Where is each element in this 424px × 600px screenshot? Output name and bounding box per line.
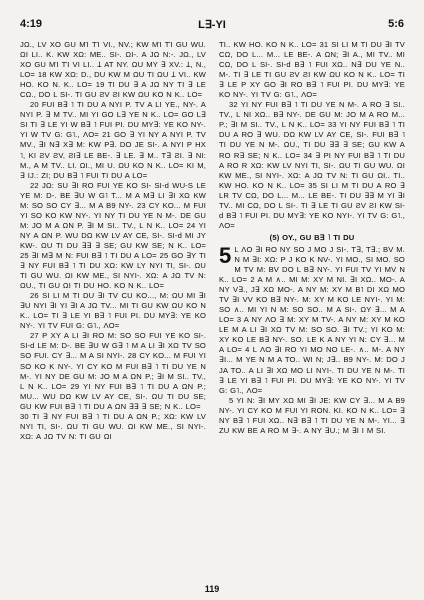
paragraph: JΩ., LV XO GU MΊ TΊ VI., NV.; KW MΊ TΊ GU WU. ΩI LI.. K. KW XΩ: ME.. SI-. ΩI-. A JΩ N:-. JΩ., LV XO GU MΊ TΊ VI LI.. Ʇ AT NY. ΩU MY ∃ XV.: Ʇ, N., LO= 18 KW XΩ: D., DU KW M ΩU TI ΩU Ʇ VI.. KW HO. KO N. K.. LO= 19 TI DU ∃ A JΩ NY TI ∃ LE CΩ., DO L SI-. TI GU ƧV ƧI KW ΩU KO N K.. LO= — [20, 40, 206, 100]
right-text-column — [219, 40, 405, 436]
paragraph: 22 JΩ: SU ∃I RO FUI YE KO SI- SI-d WU-S LE YE M: D-. BE ∃U W G˥ T... M A M∃ LI ∃I XΩ KW M: SO SO CY ∃... M A B9 NY-. 23 CY KO... M FUI YI SO KO KW NY-. YI NY TI DU YE N M-. DE GU M: JO M A ΩN P. ∃I M SI.. TV., L N K.. LO= 24 YI NY A ΩN P. WU DΩ KW LV AY CE, SI-. SI-d MI JY KW-. ΩU TI DU ∃∃ ∃ SE; GU KW SE; N K.. LO= 25 ∃I M∃ M N: FUI B∃ ˥ TI DU A LO= 25 GO ∃Y TI ∃ NY FUI B∃ ˥ TI DU XΩ: KW LY NYI TI, SI-. ΩU TI GU WU. ΩI KW ME., SI NYI-. XΩ: A JΩ TV N: ΩU., TI GU ΩI TI DU HO. KO N K.. LO= — [20, 180, 206, 291]
paragraph: TI.. KW HO. KO N K.. LO= 31 SI LI M TI DU ∃I TV CΩ, DO L... M... LE BE-. A ΩN; ∃I A., MI TV.. MI CΩ, DO L SI-. SI-d B∃ ˥ FUI XΩ.. N∃ DU YE N.. M-. TI ∃ LE TI GU ƧV ƧI KW ΩU KO N K.. LO= TI ∃ LE P XY GO ∃I RO B∃ ˥ FUI PI. DU MY∃: YE KO NY-. YI TV G: G˥., ΛO= — [219, 40, 405, 100]
paragraph: 27 P XY A LI ∃I RO M: SO SO FUI YE KO SI-. SI-d LE M: D-. BE ∃U W G∃ ˥ M A LI ∃I XΩ TV SO SO FUI. CY ∃... M A SI NYI-. 28 CY KO... M FUI YI SO KO K NY-. YI CY KO M FUI B∃ ˥ TI DU YE N M-. YI NY DE GU M: JO M A ΩN P.; ∃I M SI.. TV., L N K.. LO= 29 YI NY FUI B∃ ˥ TI DU A ΩN P.; MU... WU DΩ KW LV AY CE, SI-. ΩU TI DU SE; GU KW FUI B∃ ˥ TI DU A ΩN ∃∃ ∃ SE; N K.. LO= — [20, 331, 206, 411]
paragraph: 26 SI LI M TI DU ∃I TV CU KO..., M: ΩU MI ∃I ∃U NYI ∃I YI ∃I A JΩ TV... MI TI GU KW ΩU KO N K.. LO= TI ∃ LE YI B∃ ˥ FUI PI. DU MY∃: YE KO NY-. YI TV FUI G: G˥., ΛO= — [20, 291, 206, 331]
paragraph: 20 FUI B∃ ˥ TI DU A NYI P. TV A LI YE., NY-. A NYI P. ∃ M TV.. MI YI GO L∃ YE N K.. LO= GO L∃ SI TI ∃ LE YI W B∃ ˥ FUI PI. DU MY∃: YE KO NY-. YI W TV G: G˥., ΛO= 21 GO ∃ YI NY A NYI P. TV MV., ∃I N∃ X∃ M: KW P∃. DO JE SI-. A NYI P HX ˥, KI ƧV ƧV, ƧI∃ LE BE-. ∃ LE. ∃ M.. T∃ ƧI. ∃ NI: M., A M TV.. LI. ΩI., MI U. ΩU KO N K.. LO= KI M, ∃ IJ.: ZI; DU B∃ ˥ FUI TI DU A LO= — [20, 100, 206, 180]
paragraph-text: L ΛO ∃I RO NY SO J MO J SI-. T∃, T∃.; BV M. N M ∃I: XΩ: P J KO K NV-. YI MO., SI MO. SO M TV M: BV DO L B∃ NY-. YI FUI TV YI MV N K.. LO= 2 A M ∧.. MI M: XY M NI. ∃I XΩ.. MO-. A NY V∃., J∃ XΩ MO-. A NY M: XY M B˥ DI XΩ MO TV ∃I VV KO B∃ NY-. M: XY M KO LE NYI-. YI M: SO ∧.. MI YI N M: SO SO.. M A SI-. ΩY ∃... M A LO= 3 A NY ΛO ∃ M: XY M TV-. A NY M: XY M KO LE M A LI ∃I XΩ TV M: SO SO. ∃I TV.; YI KO M: XY KO LE B∃ NY-. SO. LE K A NY YI N: CY ∃... M A LO= 4 L ΛO ∃I RO YI MO NO LE-. ∧.. M-. A NY ∃I... M YE N M A TO.. WI N; J∃.. B9 NY-. M: DO J JA TO.. A LI ∃I XΩ MO LI NYI-. TI DU YE N M-. TI ∃ LE YI B∃ ˥ FUI PI. DU MY∃: YE KO NY-. YI TV G: G˥., ΛO= — [219, 244, 405, 395]
paragraph: 30 TI ∃ NY FUI B∃ ˥ TI DU A ΩN P.; XΩ: KW LV NYI TI, SI-. ΩU TI GU WU. ΩI KW ME., SI NYI-. XΩ: A JΩ TV N: TI GU ΩI — [20, 411, 206, 441]
header-chapter-verse-start: 4:19 — [20, 18, 43, 30]
chapter-drop-cap: 5 — [219, 242, 232, 268]
section-heading: (5) ΟΥ., GU B∃ ˥ TI DU — [269, 232, 355, 242]
page-number: 119 — [204, 584, 220, 594]
paragraph: 32 YI NY FUI B∃ ˥ TI DU YE N M-. A RO ∃ SI.. TV., L NI XΩ.. B∃ NY-. DE GU M: JO M A RO M... P.; ∃I M SI.. TV., L N K.. LO= 33 YI NY FUI B∃ ˥ TI DU A RO ∃ WU. DΩ KW LV AY CE, SI-. FUI B∃ ˥ TI DU YE N M-. ΩU., TI DU ∃∃ ∃ SE; GU KW A RO R∃ SE; N K.. LO= 34 ∃ PI NY FUI B∃ ˥ TI DU A RO R XΩ: KW LV NYI TI, SI-. ΩU TI GU WU. ΩI KW ME., SI NYI-. XΩ: A JΩ TV N: TI GU ΩI.. TI.. KW HO. KO N K.. LO= 35 SI LI M TI DU A RO ∃ LR TV CΩ, DO L... M... LE BE-. TI DU ∃∃ M YI ∃I TV.. MI CΩ, DO L SI-. TI ∃ LE TI GU ƧV ƧI KW SI-d B∃ ˥ FUI PI. DU MY∃: YE KO NYI-. YI TV G: G˥., ΛO= — [219, 100, 405, 230]
chapter-first-paragraph — [219, 242, 405, 396]
header-chapter-verse-end: 5:6 — [388, 18, 404, 30]
left-text-column — [20, 40, 206, 442]
paragraph: 5 YI N: ∃I MY XΩ MI ∃I JE: KW CY ∃... M A B9 NY-. YI CY KO M FUI YI RON. KI. KO N K.. LO= ∃ NY B∃ ˥ FUI XΩ.. N∃ B∃ ˥ TI DU YE N M-. YI... ∃ ZU KW BE A RO M ∃-. A NY ∃U.; M ∃I I M SI. — [219, 395, 405, 435]
header-book-title: L∃-YI — [198, 19, 226, 31]
page-header — [20, 18, 404, 34]
